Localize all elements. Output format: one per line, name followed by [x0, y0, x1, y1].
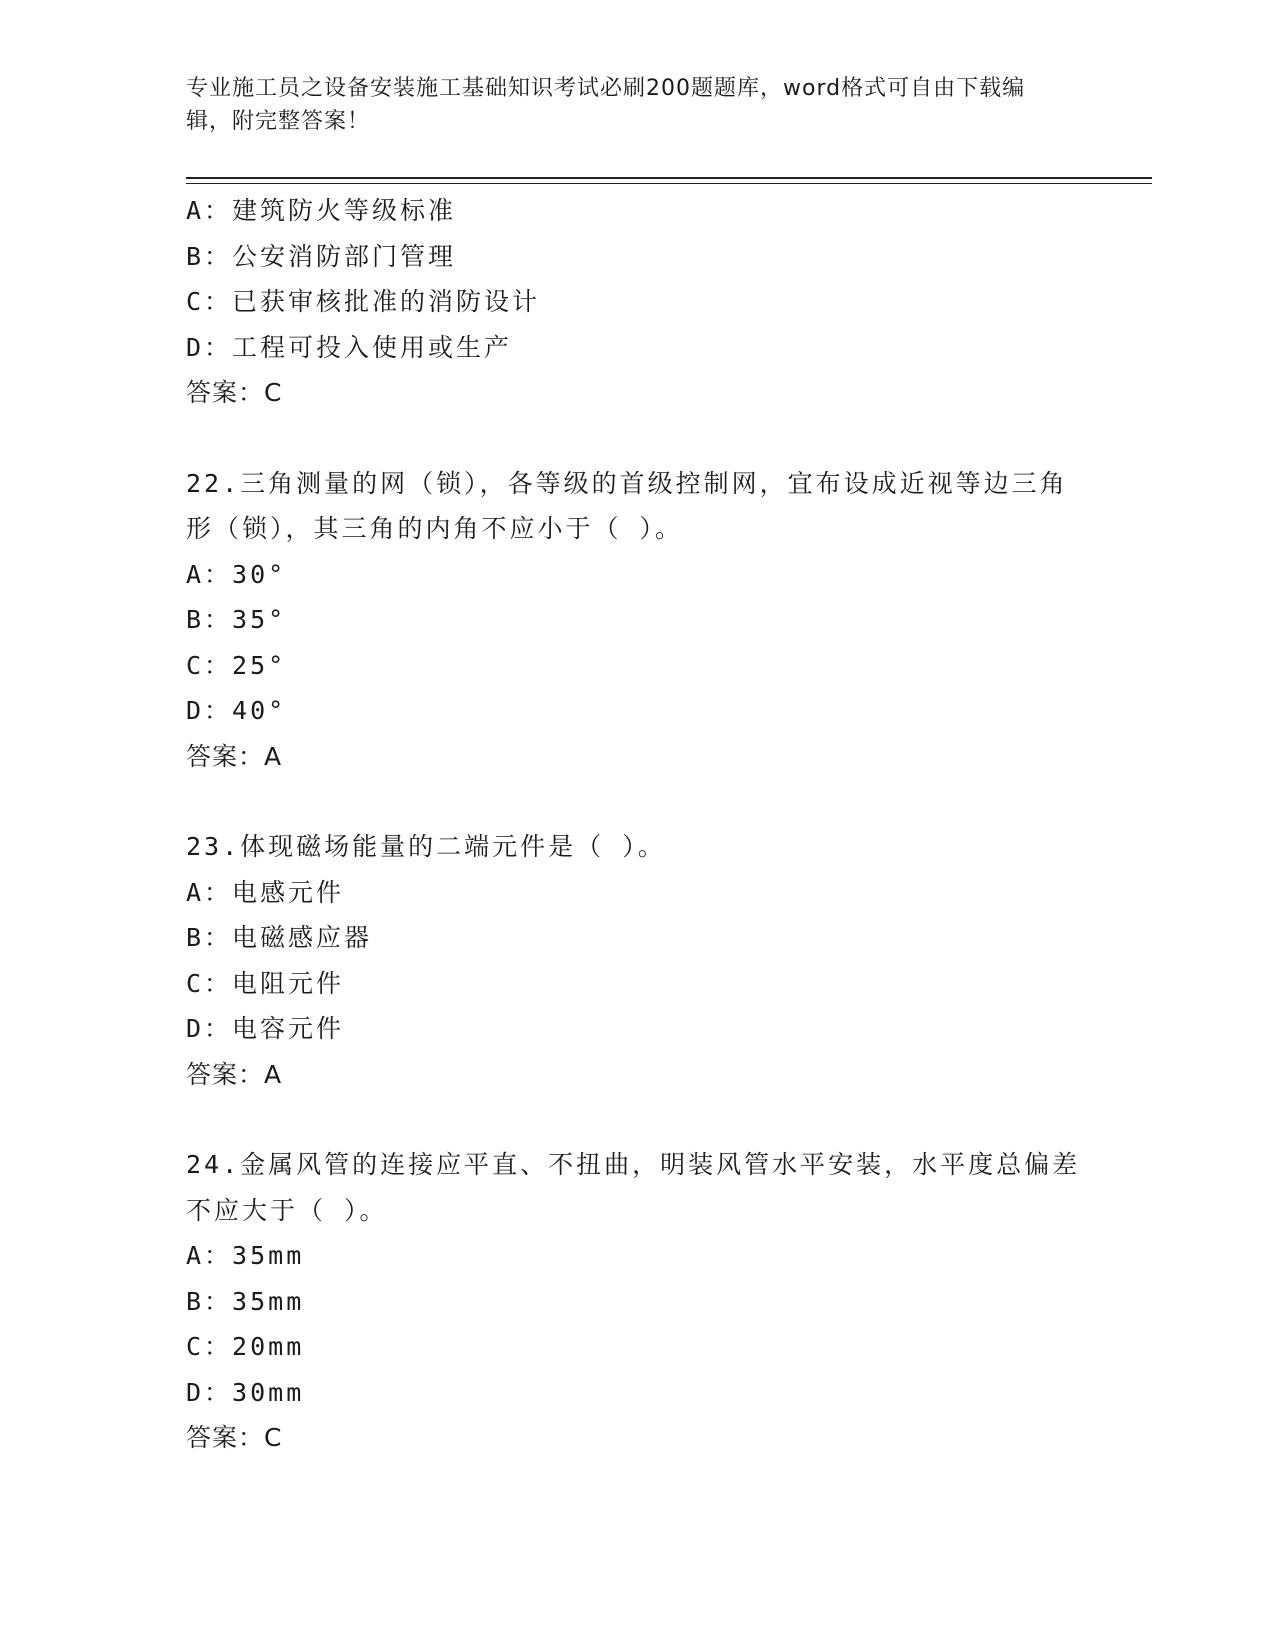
question-23: [186, 824, 1086, 1097]
option-c: C：25°: [186, 650, 287, 680]
option-b: B：公安消防部门管理: [186, 241, 457, 271]
question-text: 24.金属风管的连接应平直、不扭曲，明装风管水平安装，水平度总偏差不应大于（ ）。: [186, 1150, 1081, 1225]
option-a: A：30°: [186, 559, 287, 589]
answer-label: 答案：C: [186, 1423, 283, 1452]
option-c: C：电阻元件: [186, 968, 345, 998]
question-text: 23.体现磁场能量的二端元件是（ ）。: [186, 832, 666, 861]
question-21: [186, 188, 1086, 416]
option-b: B：35°: [186, 605, 287, 634]
option-b: B：35mm: [186, 1286, 305, 1316]
option-d: D：工程可投入使用或生产: [186, 332, 513, 362]
answer-label: 答案：A: [186, 741, 283, 771]
option-d: D：30mm: [186, 1377, 305, 1407]
option-d: D：电容元件: [186, 1014, 345, 1043]
header-divider-thick: [186, 177, 1152, 179]
answer-label: 答案：C: [186, 378, 283, 407]
answer-label: 答案：A: [186, 1059, 283, 1089]
spacer: [186, 416, 1086, 461]
option-a: A：电感元件: [186, 877, 345, 907]
header-divider-thin: [186, 183, 1152, 184]
option-a: A：35mm: [186, 1241, 305, 1270]
question-text: 22.三角测量的网（锁），各等级的首级控制网，宜布设成近视等边三角形（锁），其三角的内角不应小于（ ）。: [186, 468, 1068, 543]
option-c: C：已获审核批准的消防设计: [186, 287, 541, 316]
option-d: D：40°: [186, 696, 287, 725]
option-a: A：建筑防火等级标准: [186, 196, 457, 225]
question-24: [186, 1142, 1086, 1461]
question-content: [186, 188, 1086, 1461]
option-c: C：20mm: [186, 1332, 305, 1361]
spacer: [186, 779, 1086, 824]
spacer: [186, 1097, 1086, 1142]
option-b: B：电磁感应器: [186, 923, 373, 952]
document-header-title: 专业施工员之设备安装施工基础知识考试必刷200题题库，word格式可自由下载编辑，附完整答案！: [186, 76, 1026, 134]
question-22: [186, 461, 1086, 780]
